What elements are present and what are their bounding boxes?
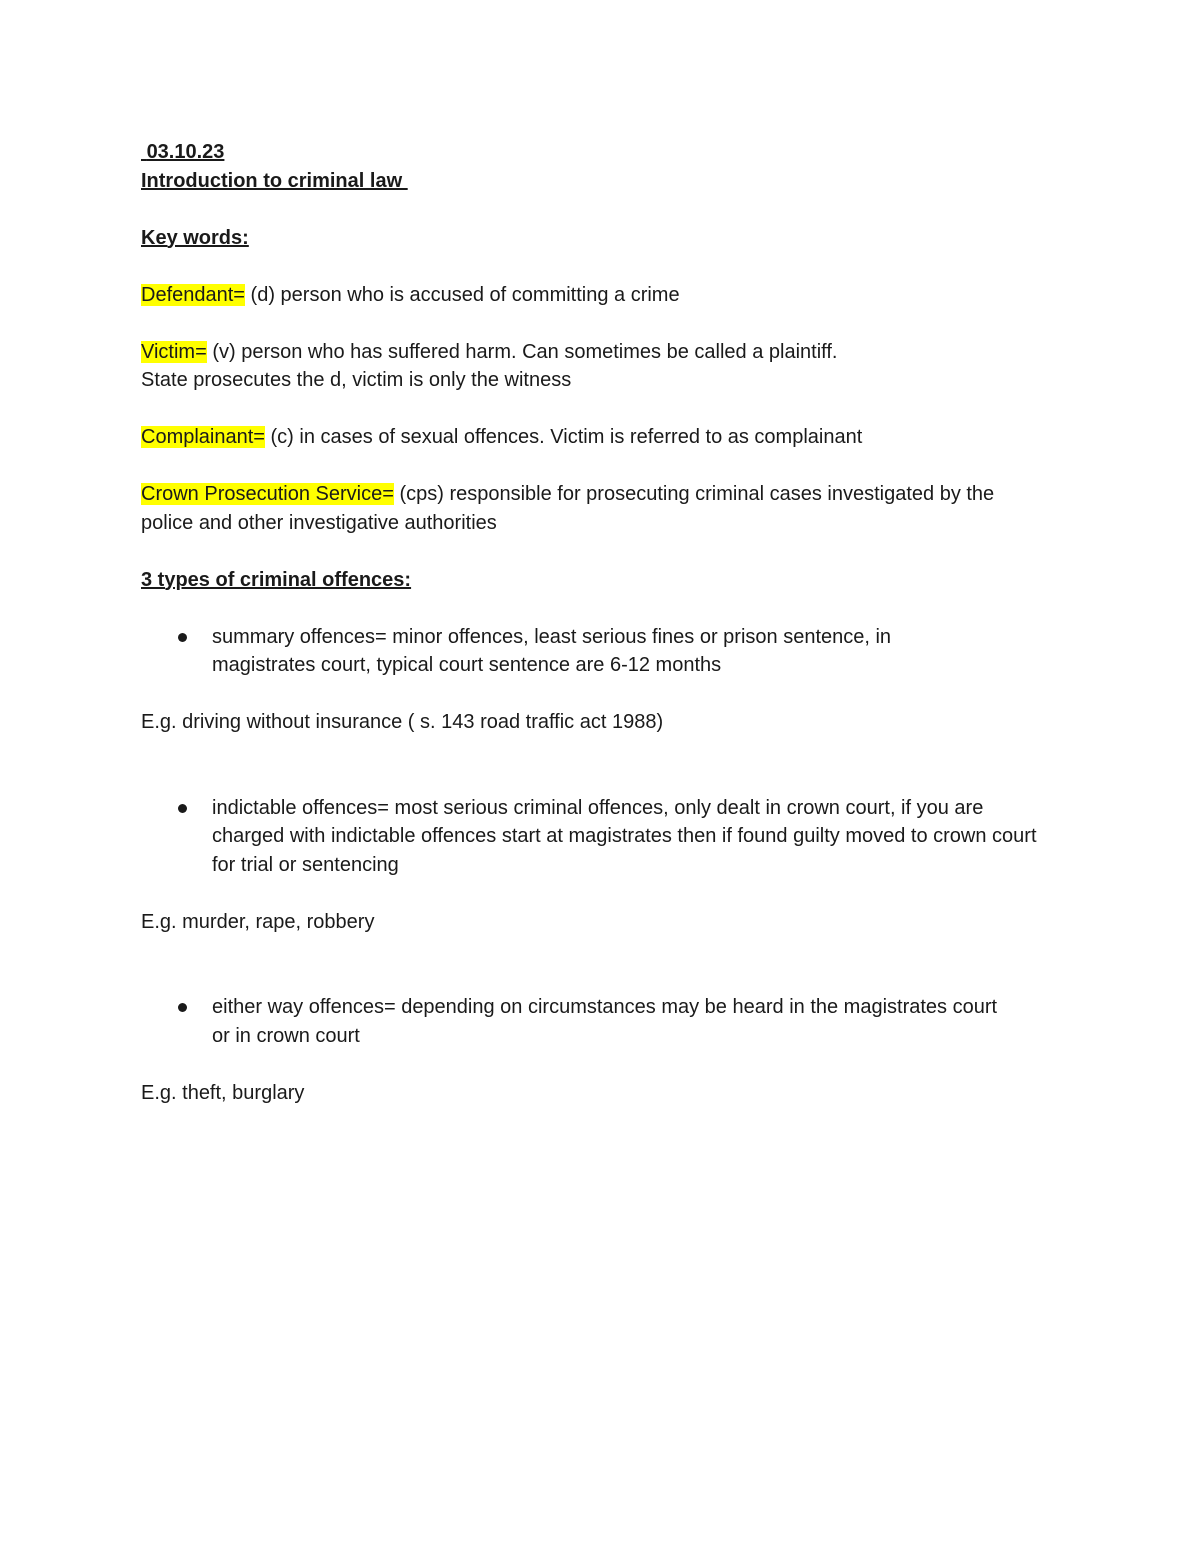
offence-list <box>141 623 982 680</box>
date-heading: 03.10.23 <box>141 141 225 163</box>
term-cps <box>141 480 1041 537</box>
term-defendant <box>141 281 1061 310</box>
bullet-icon <box>178 1003 187 1012</box>
term-complainant <box>141 423 1061 452</box>
bullet-icon <box>178 633 187 642</box>
document-title: Introduction to criminal law <box>141 169 408 192</box>
offence-example: E.g. murder, rape, robbery <box>141 910 375 933</box>
offence-list <box>141 993 1012 1050</box>
bullet-icon <box>178 804 187 813</box>
term-victim <box>141 338 1061 367</box>
term-highlight: Defendant= <box>141 283 245 306</box>
victim-note: State prosecutes the d, victim is only the witness <box>141 369 572 391</box>
term-highlight: Complainant= <box>141 426 265 448</box>
term-definition: (v) person who has suffered harm. Can sometimes be called a plaintiff. <box>206 340 838 363</box>
list-item: indictable offences= most serious criminal offences, only dealt in crown court, if you are charged with indictable offences start at magistrates then if found guilty moved to crown court for trial or sentencing <box>212 794 1052 880</box>
document-page <box>141 138 1061 1107</box>
term-definition: (c) in cases of sexual offences. Victim is referred to as complainant <box>264 426 863 448</box>
list-item: either way offences= depending on circumstances may be heard in the magistrates court or in crown court <box>212 993 1012 1050</box>
list-item: summary offences= minor offences, least serious fines or prison sentence, in magistrates court, typical court sentence are 6-12 months <box>212 623 982 680</box>
term-definition: (d) person who is accused of committing a crime <box>244 283 680 306</box>
offences-heading: 3 types of criminal offences: <box>141 568 412 591</box>
term-definition: (cps) responsible for prosecuting criminal cases investigated by the police and other investigative authorities <box>141 483 1000 534</box>
offence-example: E.g. driving without insurance ( s. 143 road traffic act 1988) <box>141 711 664 733</box>
offence-example: E.g. theft, burglary <box>141 1081 305 1104</box>
term-highlight: Crown Prosecution Service= <box>141 483 394 505</box>
offence-list <box>141 794 1052 880</box>
key-words-heading: Key words: <box>141 226 249 249</box>
term-highlight: Victim= <box>141 340 207 363</box>
